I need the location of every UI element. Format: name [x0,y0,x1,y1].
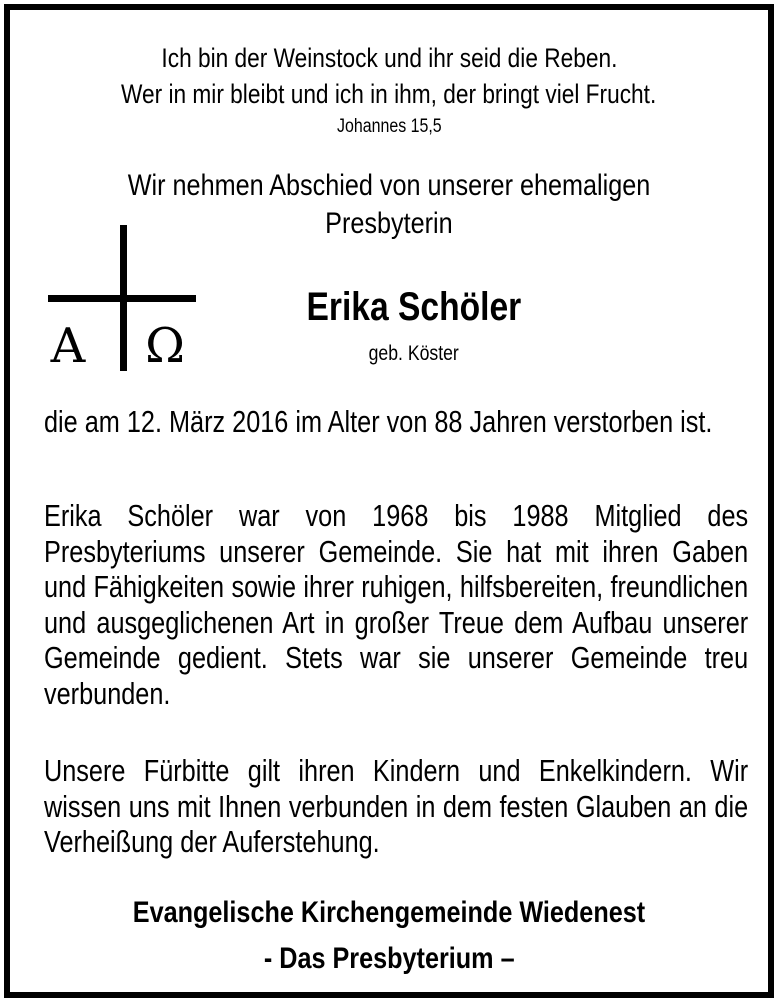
alpha-letter: A [50,318,86,374]
paragraph-death-date: die am 12. März 2016 im Alter von 88 Jahren verstorben ist. [44,404,713,439]
intro-line-1: Wir nehmen Abschied von unserer ehemaligen [127,169,651,202]
bible-verse-line-1: Ich bin der Weinstock und ihr seid die Reben. [161,43,617,73]
paragraph-intercession: Unsere Fürbitte gilt ihren Kindern und Enkelkindern. Wir wissen uns mit Ihnen verbunden in dem festen Glauben an die Verheißung der Auferstehung. [44,753,749,859]
alpha-omega-cross-icon [48,225,198,375]
intro-line-2: Presbyterin [325,207,453,240]
omega-letter: Ω [145,318,185,374]
paragraph-biography: Erika Schöler war von 1968 bis 1988 Mitglied des Presbyteriums unserer Gemeinde. Sie hat mit ihren Gaben und Fähigkeiten sowie ihrer ruhigen, hilfsbereiten, freundlichen und ausgeglichenen Art in großer Treue dem Aufbau unserer Gemeinde gedient. Stets war sie unserer Gemeinde treu verbunden. [44,498,749,711]
bible-verse-reference: Johannes 15,5 [336,116,442,137]
obituary-notice [4,4,774,998]
deceased-name: Erika Schöler [306,285,522,329]
birth-name: geb. Köster [368,342,460,365]
signature-congregation: Evangelische Kirchengemeinde Wiedenest [132,896,646,929]
bible-verse-line-2: Wer in mir bleibt und ich in ihm, der bringt viel Frucht. [121,79,657,109]
signature-presbytery: - Das Presbyterium – [263,942,515,975]
